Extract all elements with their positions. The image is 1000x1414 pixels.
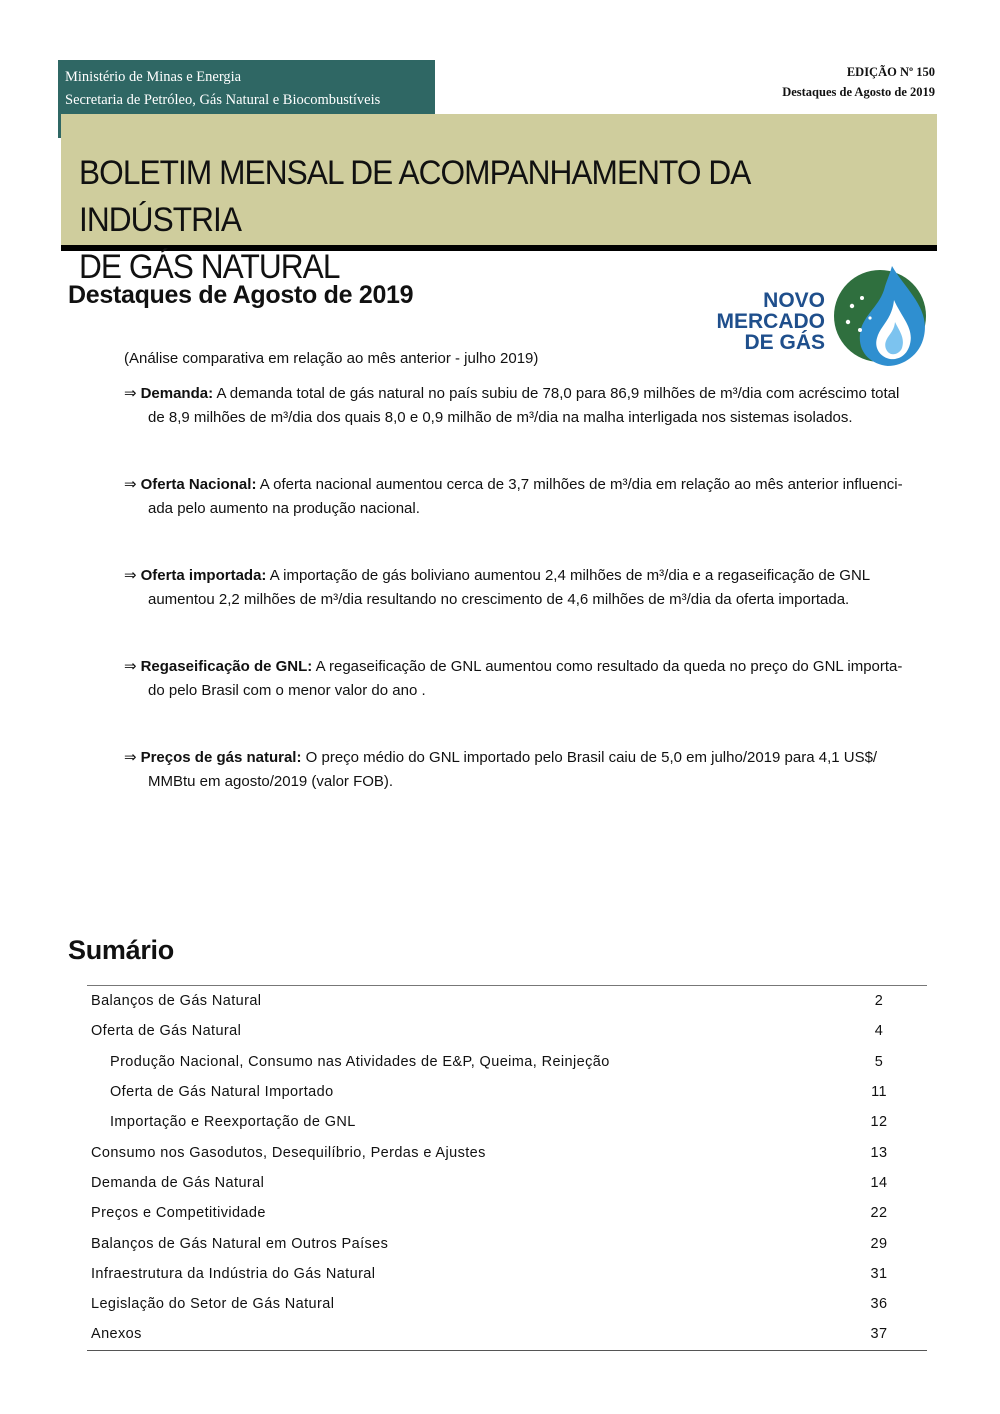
highlight-label: Regaseificação de GNL: <box>140 658 313 675</box>
highlight-item-demanda <box>124 381 922 430</box>
logo-text-line3: DE GÁS <box>744 331 825 354</box>
toc-page: 37 <box>870 1326 888 1343</box>
toc-title: Balanços de Gás Natural em Outros Países <box>91 1235 389 1252</box>
toc-row[interactable] <box>87 1077 927 1107</box>
document-title-line1: BOLETIM MENSAL DE ACOMPANHAMENTO DA INDÚSTRIA <box>79 154 749 239</box>
toc-title: Consumo nos Gasodutos, Desequilíbrio, Perdas e Ajustes <box>91 1144 486 1161</box>
edition-subtitle: Destaques de Agosto de 2019 <box>782 85 935 99</box>
edition-number: EDIÇÃO Nº 150 <box>846 65 935 79</box>
arrow-icon: ⇒ <box>124 657 137 675</box>
toc-page: 36 <box>870 1296 888 1313</box>
toc-row[interactable] <box>87 1107 927 1137</box>
toc-row[interactable] <box>87 1228 927 1258</box>
edition-info <box>782 62 935 102</box>
toc-page: 2 <box>874 993 884 1010</box>
toc-title: Oferta de Gás Natural <box>91 1023 242 1040</box>
highlight-text: A oferta nacional aumentou cerca de 3,7 milhões de m³/dia em relação ao mês anterior influenci- <box>256 476 903 493</box>
highlight-label: Preços de gás natural: <box>140 749 302 766</box>
toc-row[interactable] <box>87 1289 927 1319</box>
toc-row[interactable] <box>87 1047 927 1077</box>
toc-title: Balanços de Gás Natural <box>91 993 262 1010</box>
highlight-item-oferta-importada <box>124 563 922 612</box>
toc-row[interactable] <box>87 1198 927 1228</box>
highlight-label: Oferta Nacional: <box>140 476 257 493</box>
highlight-text-continued: aumentou 2,2 milhões de m³/dia resultando no crescimento de 4,6 milhões de m³/dia da oferta importada. <box>148 591 850 608</box>
toc-row[interactable] <box>87 986 927 1016</box>
toc-title: Oferta de Gás Natural Importado <box>110 1084 334 1101</box>
table-of-contents <box>87 985 927 1351</box>
toc-title: Anexos <box>91 1326 142 1343</box>
highlights-subtitle: (Análise comparativa em relação ao mês anterior - julho 2019) <box>124 350 539 367</box>
novo-mercado-de-gas-logo <box>702 260 932 370</box>
toc-page: 14 <box>870 1174 888 1191</box>
toc-page: 4 <box>874 1023 884 1040</box>
arrow-icon: ⇒ <box>124 475 137 493</box>
arrow-icon: ⇒ <box>124 748 137 766</box>
toc-page: 22 <box>870 1205 888 1222</box>
highlight-item-precos <box>124 745 922 794</box>
toc-title: Legislação do Setor de Gás Natural <box>91 1296 335 1313</box>
highlight-text-continued: ada pelo aumento na produção nacional. <box>148 500 420 517</box>
toc-row[interactable] <box>87 1137 927 1167</box>
toc-title: Demanda de Gás Natural <box>91 1174 265 1191</box>
agency-ministry: Ministério de Minas e Energia <box>65 69 242 85</box>
toc-page: 5 <box>874 1053 884 1070</box>
highlights-heading: Destaques de Agosto de 2019 <box>68 281 414 309</box>
toc-row[interactable] <box>87 1168 927 1198</box>
arrow-icon: ⇒ <box>124 566 137 584</box>
toc-title: Infraestrutura da Indústria do Gás Natural <box>91 1265 376 1282</box>
toc-page: 31 <box>870 1265 888 1282</box>
toc-title: Preços e Competitividade <box>91 1205 266 1222</box>
toc-page: 12 <box>870 1114 888 1131</box>
highlight-text-continued: MMBtu em agosto/2019 (valor FOB). <box>148 773 394 790</box>
toc-row[interactable] <box>87 1016 927 1046</box>
highlight-item-regaseificacao <box>124 654 922 703</box>
highlight-item-oferta-nacional <box>124 472 922 521</box>
toc-row[interactable] <box>87 1319 927 1349</box>
toc-title: Produção Nacional, Consumo nas Atividades de E&P, Queima, Reinjeção <box>110 1053 610 1070</box>
logo-text-line2: MERCADO <box>716 310 825 333</box>
highlight-label: Demanda: <box>140 385 214 402</box>
toc-page: 11 <box>871 1084 887 1101</box>
toc-page: 13 <box>870 1144 888 1161</box>
highlight-label: Oferta importada: <box>140 567 267 584</box>
highlight-text: O preço médio do GNL importado pelo Brasil caiu de 5,0 em julho/2019 para 4,1 US$/ <box>301 749 878 766</box>
highlight-text: A demanda total de gás natural no país subiu de 78,0 para 86,9 milhões de m³/dia com acréscimo total <box>213 385 900 402</box>
agency-secretariat: Secretaria de Petróleo, Gás Natural e Biocombustíveis <box>65 91 381 108</box>
highlight-text: A importação de gás boliviano aumentou 2,4 milhões de m³/dia e a regaseificação de GNL <box>266 567 871 584</box>
highlight-text-continued: de 8,9 milhões de m³/dia dos quais 8,0 e 0,9 milhão de m³/dia na malha interligada nos sistemas isolados. <box>148 409 853 426</box>
highlight-text-continued: do pelo Brasil com o menor valor do ano . <box>148 682 426 699</box>
toc-page: 29 <box>870 1235 888 1252</box>
arrow-icon: ⇒ <box>124 384 137 402</box>
logo-text-line1: NOVO <box>763 289 825 312</box>
summary-heading: Sumário <box>68 935 174 965</box>
title-band <box>61 114 937 286</box>
toc-title: Importação e Reexportação de GNL <box>110 1114 356 1131</box>
highlight-text: A regaseificação de GNL aumentou como resultado da queda no preço do GNL importa- <box>312 658 903 675</box>
toc-row[interactable] <box>87 1259 927 1289</box>
document-title-line2: DE GÁS NATURAL <box>79 248 340 286</box>
